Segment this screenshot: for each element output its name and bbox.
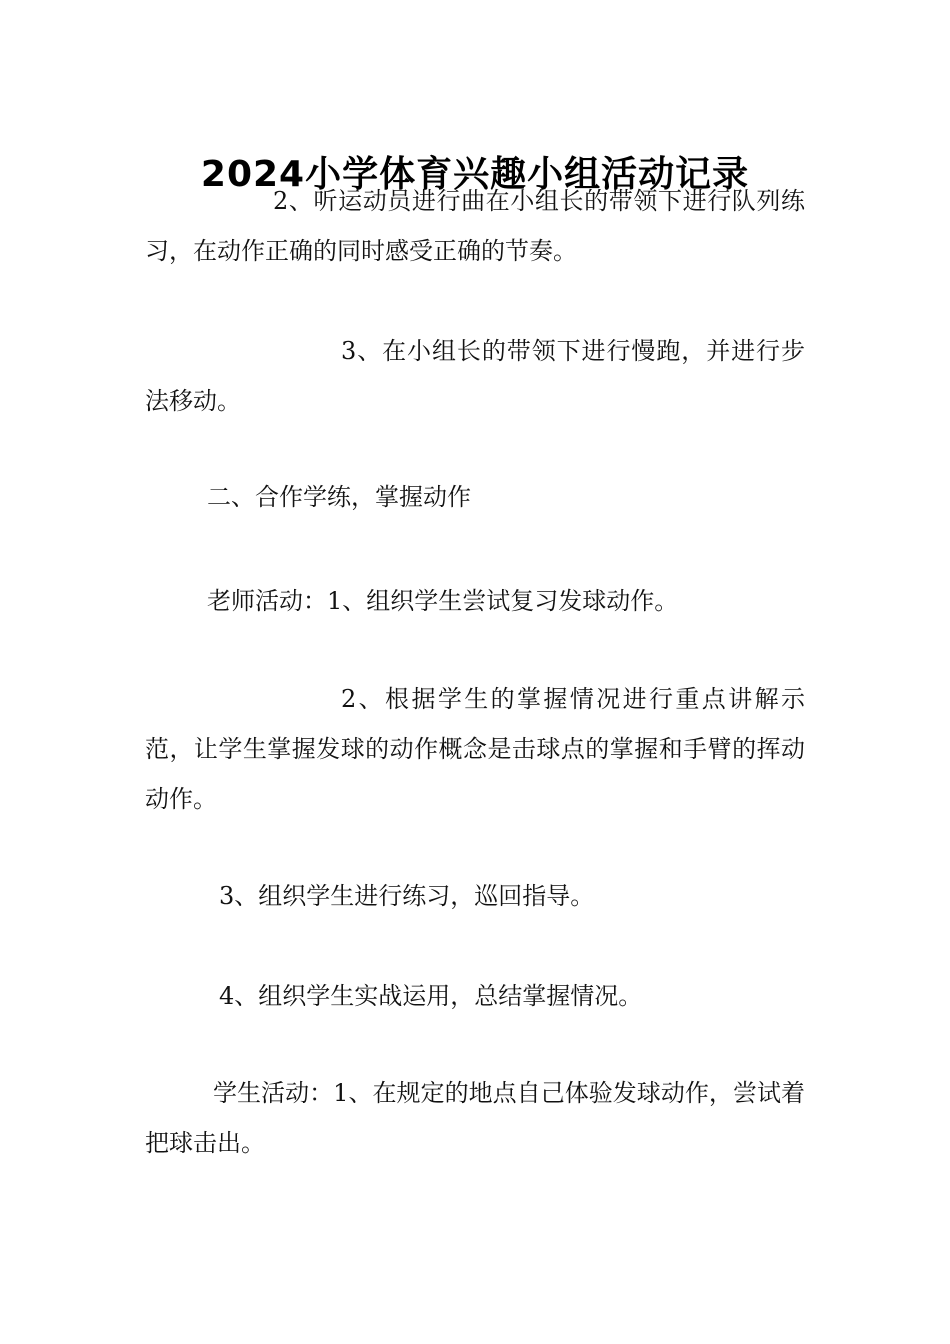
document-title: 2024小学体育兴趣小组活动记录 xyxy=(200,154,750,196)
paragraph-queue-practice: 2、听运动员进行曲在小组长的带领下进行队列练习，在动作正确的同时感受正确的节奏。 xyxy=(145,187,805,265)
paragraph-teacher-activity-3: 3、组织学生进行练习，巡回指导。 xyxy=(219,882,595,910)
paragraph-jogging: 3、在小组长的带领下进行慢跑，并进行步法移动。 xyxy=(145,337,805,415)
section-heading-cooperative-learning: 二、合作学练，掌握动作 xyxy=(207,483,471,511)
paragraph-teacher-activity-1: 老师活动：1、组织学生尝试复习发球动作。 xyxy=(207,587,679,615)
paragraph-teacher-activity-4: 4、组织学生实战运用，总结掌握情况。 xyxy=(219,982,643,1010)
paragraph-teacher-activity-2: 2、根据学生的掌握情况进行重点讲解示范，让学生掌握发球的动作概念是击球点的掌握和手臂的挥动动作。 xyxy=(145,685,805,813)
paragraph-student-activity-1: 学生活动：1、在规定的地点自己体验发球动作，尝试着把球击出。 xyxy=(145,1079,805,1157)
